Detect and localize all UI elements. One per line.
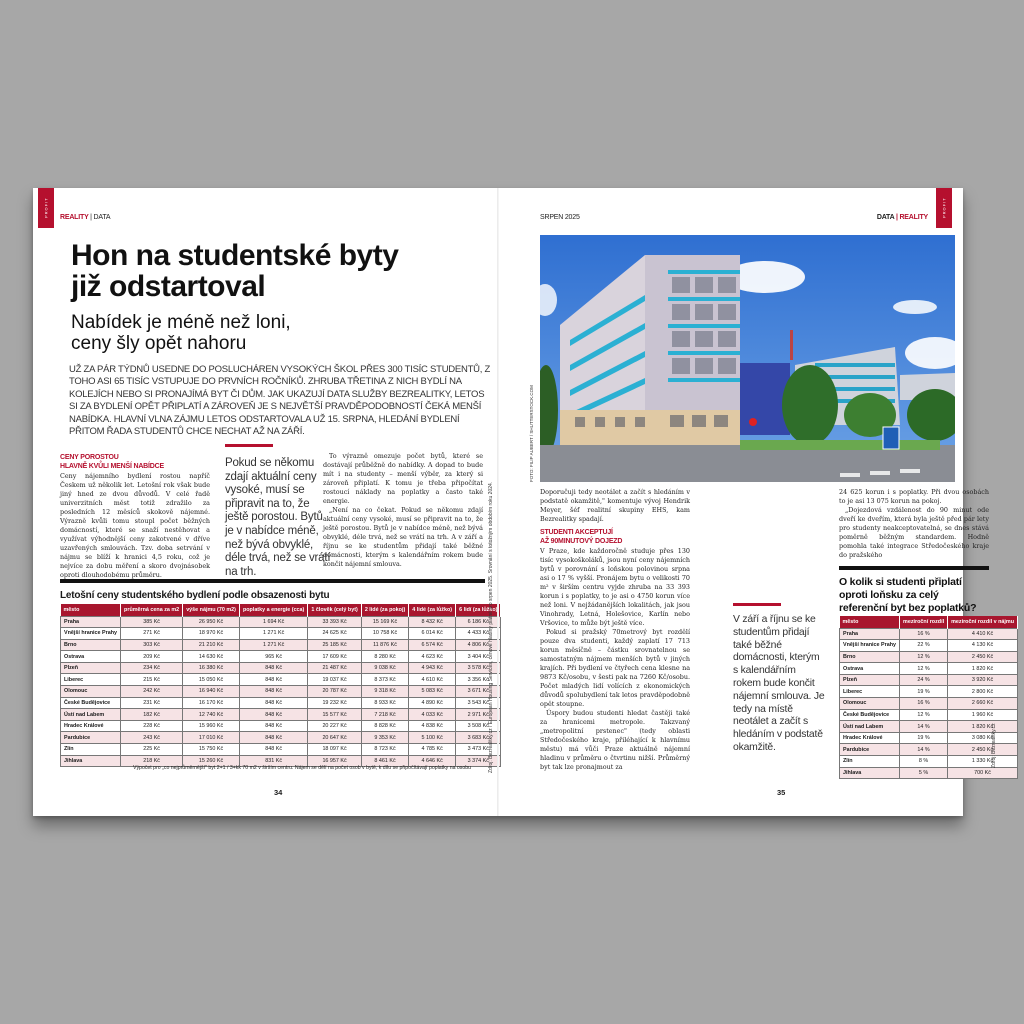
value-cell: 16 940 Kč [183, 686, 240, 698]
value-cell: 848 Kč [239, 709, 307, 721]
value-cell: 17 010 Kč [183, 732, 240, 744]
value-cell: 218 Kč [121, 755, 183, 767]
value-cell: 8 723 Kč [361, 744, 408, 756]
rubric-section: REALITY [60, 214, 89, 221]
value-cell: 1 960 Kč [948, 709, 1018, 721]
table-row [840, 686, 1018, 698]
col-header: poplatky a energie (cca) [239, 604, 307, 616]
quote-accent-bar [225, 444, 273, 447]
value-cell: 12 % [900, 663, 948, 675]
value-cell: 9 318 Kč [361, 686, 408, 698]
table-row [61, 639, 501, 651]
value-cell: 8 280 Kč [361, 651, 408, 663]
value-cell: 24 625 Kč [308, 628, 361, 640]
value-cell: 5 100 Kč [409, 732, 456, 744]
issue-date: SRPEN 2025 [540, 214, 580, 221]
value-cell: 225 Kč [121, 744, 183, 756]
table-divider [839, 566, 989, 570]
table-row [61, 628, 501, 640]
value-cell: 231 Kč [121, 697, 183, 709]
value-cell: 25 185 Kč [308, 639, 361, 651]
value-cell: 14 % [900, 721, 948, 733]
article-title [71, 240, 398, 302]
value-cell: 4 646 Kč [409, 755, 456, 767]
value-cell: 22 % [900, 640, 948, 652]
value-cell: 848 Kč [239, 662, 307, 674]
table-row [61, 662, 501, 674]
table-divider [60, 579, 485, 583]
pull-quote-text: V září a říjnu se ke studentům přidají také běžné domácnosti, kterým s kalendářním rokem bude končit nájemní smlouva. Je tedy na místě neotálet a začít s hledáním v podstatě okamžitě. [733, 614, 825, 753]
table-row [61, 674, 501, 686]
city-cell: Praha [840, 628, 900, 640]
value-cell: 4 130 Kč [948, 640, 1018, 652]
value-cell: 3 508 Kč [456, 720, 501, 732]
paragraph: 24 625 korun i s poplatky. Při dvou osobách to je asi 13 075 korun na pokoj. [839, 488, 989, 505]
heading-line-2: HLAVNĚ KVŮLI MENŠÍ NABÍDCE [60, 462, 164, 470]
rubric-separator: | [90, 214, 92, 221]
value-cell: 8 432 Kč [409, 616, 456, 628]
value-cell: 242 Kč [121, 686, 183, 698]
value-cell: 12 740 Kč [183, 709, 240, 721]
rubric-separator: | [895, 214, 898, 221]
paragraph: V Praze, kde každoročně studuje přes 130 tisíc vysokoškoláků, jsou nyní ceny nájemních bytů v porovnání s loňskou polovinou srpna asi o 17 % vyšší. Pronájem bytu o velikosti 70 m² v širším centru vyjde zhruba na 33 393 korun i s poplatky, to je asi o 4750 korun více než loni. V nejžádanějších lokalitách, jak jsou Vinohrady, Letná, Holešovice, Karlín nebo Vršovice, to může být ještě více. [540, 547, 690, 627]
city-cell: Pardubice [61, 732, 121, 744]
value-cell: 182 Kč [121, 709, 183, 721]
paragraph: Pokud si pražský 70metrový byt rozdělí pouze dva studenti, každý zaplatí 17 713 korun měsíčně – částku srovnatelnou se samostatným nájmem menších bytů v jiných krajích. Při bydlení ve čtyřech cena klesne na 9873 Kč/osobu, v šesti pak na 7260 Kč/osobu. Počet mladých lidí volících z ekonomických důvodů spolubydlení tak letos pravděpodobně opět stoupne. [540, 628, 690, 708]
value-cell: 303 Kč [121, 639, 183, 651]
rubric-subsection: DATA [93, 214, 111, 221]
value-cell: 19 % [900, 686, 948, 698]
section-heading [540, 529, 690, 546]
city-cell: Liberec [61, 674, 121, 686]
value-cell: 4 838 Kč [409, 720, 456, 732]
column-1 [60, 452, 210, 580]
value-cell: 4 410 Kč [948, 628, 1018, 640]
city-cell: Praha [61, 616, 121, 628]
rubric [60, 214, 110, 221]
city-cell: Zlín [61, 744, 121, 756]
city-cell: Plzeň [840, 674, 900, 686]
subtitle-line-1: Nabídek je méně než loni, [71, 312, 291, 333]
col-header: průměrná cena za m2 [121, 604, 183, 616]
value-cell: 2 660 Kč [948, 698, 1018, 710]
magazine-spread [33, 188, 1014, 816]
value-cell: 2 971 Kč [456, 709, 501, 721]
value-cell: 2 450 Kč [948, 744, 1018, 756]
value-cell: 15 960 Kč [183, 720, 240, 732]
column-3 [839, 488, 989, 560]
table-row [840, 674, 1018, 686]
city-cell: Vnější hranice Prahy [61, 628, 121, 640]
value-cell: 2 450 Kč [948, 651, 1018, 663]
paragraph: „Dojezdová vzdálenost do 90 minut ode dveří ke dveřím, která byla ještě před pár lety pro studenty neakceptovatelná, se dnes stává poměrně běžným standardem. Hodně pomohla také integrace Středočeského kraje do pražského [839, 506, 989, 559]
city-cell: České Budějovice [840, 709, 900, 721]
value-cell: 271 Kč [121, 628, 183, 640]
rubric-section: REALITY [899, 214, 928, 221]
pull-quote-text: Pokud se někomu zdají aktuální ceny vysoké, musí se připravit na to, že ještě porostou. Bytů je v nabídce méně, než bývá obvyklé, déle trvá, než se vrátí na trh. [225, 457, 331, 578]
value-cell: 18 970 Kč [183, 628, 240, 640]
value-cell: 21 487 Kč [308, 662, 361, 674]
value-cell: 209 Kč [121, 651, 183, 663]
value-cell: 15 169 Kč [361, 616, 408, 628]
table-header-row [61, 604, 501, 616]
column-1 [540, 488, 690, 772]
city-cell: České Budějovice [61, 697, 121, 709]
value-cell: 19 037 Kč [308, 674, 361, 686]
value-cell: 2 800 Kč [948, 686, 1018, 698]
paragraph: To výrazně omezuje počet bytů, které se dostávají průběžně do nabídky. A dopad to bude mít i na studenty – menší výběr, za který si zároveň připlatí. K tomu je třeba připočítat rostoucí náklady na poplatky a často také energie. [323, 452, 483, 505]
value-cell: 8 828 Kč [361, 720, 408, 732]
value-cell: 3 356 Kč [456, 674, 501, 686]
table-title: Letošní ceny studentského bydlení podle obsazenosti bytu [60, 590, 330, 601]
value-cell: 3 683 Kč [456, 732, 501, 744]
col-header: 2 lidé (za pokoj) [361, 604, 408, 616]
value-cell: 16 170 Kč [183, 697, 240, 709]
value-cell: 700 Kč [948, 767, 1018, 779]
value-cell: 20 647 Kč [308, 732, 361, 744]
city-cell: Zlín [840, 756, 900, 768]
value-cell: 848 Kč [239, 674, 307, 686]
value-cell: 3 543 Kč [456, 697, 501, 709]
value-cell: 19 % [900, 732, 948, 744]
paragraph: Doporučuji tedy neotálet a začít s hledáním v podstatě okamžitě," komentuje vývoj Hendrik Meyer, šéf realitní skupiny EHS, kam Bezrealitky spadají. [540, 488, 690, 523]
table-row [61, 697, 501, 709]
value-cell: 1 820 Kč [948, 663, 1018, 675]
city-cell: Jihlava [61, 755, 121, 767]
value-cell: 14 630 Kč [183, 651, 240, 663]
value-cell: 11 876 Kč [361, 639, 408, 651]
value-cell: 9 353 Kč [361, 732, 408, 744]
value-cell: 10 758 Kč [361, 628, 408, 640]
paragraph: Úspory budou studenti hledat častěji také za hranicemi metropole. Takzvaný „metropolitní prstenec" (tedy oblasti Středočeského kraje, přiléhající k hlavnímu městu) má vůči Praze aktuálně nájemní hladinu v průměru o čtvrtinu nižší. Průměrný byt tak lze pronajmout za [540, 709, 690, 771]
pull-quote [225, 444, 333, 579]
value-cell: 14 % [900, 744, 948, 756]
col-header: 1 člověk (celý byt) [308, 604, 361, 616]
city-cell: Olomouc [840, 698, 900, 710]
table-row [840, 663, 1018, 675]
page-number: 34 [274, 788, 283, 797]
value-cell: 4 433 Kč [456, 628, 501, 640]
city-cell: Ústí nad Labem [840, 721, 900, 733]
table-row [61, 732, 501, 744]
col-header: meziroční rozdíl [900, 616, 948, 628]
value-cell: 4 033 Kč [409, 709, 456, 721]
value-cell: 8 461 Kč [361, 755, 408, 767]
city-cell: Vnější hranice Prahy [840, 640, 900, 652]
value-cell: 3 404 Kč [456, 651, 501, 663]
value-cell: 20 227 Kč [308, 720, 361, 732]
value-cell: 234 Kč [121, 662, 183, 674]
col-header: 4 lidé (za lůžko) [409, 604, 456, 616]
value-cell: 5 % [900, 767, 948, 779]
value-cell: 1 271 Kč [239, 628, 307, 640]
value-cell: 4 890 Kč [409, 697, 456, 709]
table-row [61, 616, 501, 628]
value-cell: 3 920 Kč [948, 674, 1018, 686]
city-cell: Olomouc [61, 686, 121, 698]
section-heading [60, 454, 210, 471]
value-cell: 18 097 Kč [308, 744, 361, 756]
value-cell: 3 473 Kč [456, 744, 501, 756]
value-cell: 5 083 Kč [409, 686, 456, 698]
title-line-1: Hon na studentské byty [71, 239, 399, 272]
value-cell: 6 574 Kč [409, 639, 456, 651]
heading-line-1: STUDENTI AKCEPTUJÍ [540, 529, 613, 536]
value-cell: 1 330 Kč [948, 756, 1018, 768]
value-cell: 228 Kč [121, 720, 183, 732]
value-cell: 3 578 Kč [456, 662, 501, 674]
table-row [840, 640, 1018, 652]
value-cell: 831 Kč [239, 755, 307, 767]
table-row [61, 651, 501, 663]
table-note: Výpočet pro „co nejprůměrnější" byt 2+1 / 3+kk 70 m2 v širším centru. Nájem se dělí na počet osob v bytě, k dílu se připočítávají poplatky na osobu [133, 765, 472, 771]
value-cell: 7 218 Kč [361, 709, 408, 721]
col-header: město [61, 604, 121, 616]
value-cell: 1 271 Kč [239, 639, 307, 651]
value-cell: 16 957 Kč [308, 755, 361, 767]
paragraph: „Není na co čekat. Pokud se někomu zdají aktuální ceny vysoké, musí se připravit na to, že ještě porostou. Bytů je v nabídce méně, než bývá obvyklé, déle trvá, než se vrátí na trh. A v září a říjnu se ke studentům přidají také běžné domácnosti, kterým s kalendářním rokem bude končit nájemní smlouva. [323, 506, 483, 568]
page-35 [498, 188, 1014, 816]
subtitle-line-2: ceny šly opět nahoru [71, 333, 247, 354]
table-row [61, 744, 501, 756]
prices-table [60, 604, 501, 767]
value-cell: 12 % [900, 709, 948, 721]
value-cell: 16 380 Kč [183, 662, 240, 674]
value-cell: 4 785 Kč [409, 744, 456, 756]
value-cell: 15 577 Kč [308, 709, 361, 721]
city-cell: Brno [61, 639, 121, 651]
value-cell: 965 Kč [239, 651, 307, 663]
city-cell: Ostrava [61, 651, 121, 663]
university-building-illustration [540, 235, 955, 482]
pull-quote [733, 603, 825, 755]
value-cell: 16 % [900, 698, 948, 710]
heading-line-2: AŽ 90MINUTOVÝ DOJEZD [540, 537, 623, 545]
value-cell: 21 210 Kč [183, 639, 240, 651]
profit-tab: PROFIT [38, 188, 54, 228]
city-cell: Plzeň [61, 662, 121, 674]
value-cell: 26 950 Kč [183, 616, 240, 628]
value-cell: 3 374 Kč [456, 755, 501, 767]
col-header: 6 lidí (za lůžko) [456, 604, 501, 616]
city-cell: Pardubice [840, 744, 900, 756]
value-cell: 12 % [900, 651, 948, 663]
article-photo [540, 235, 955, 482]
value-cell: 8 933 Kč [361, 697, 408, 709]
city-cell: Jihlava [840, 767, 900, 779]
col-header: výše nájmu (70 m2) [183, 604, 240, 616]
value-cell: 33 393 Kč [308, 616, 361, 628]
paragraph: Ceny nájemního bydlení rostou napříč Českem už několik let. Letošní rok však bude jiný hned ze dvou důvodů. V celé řadě univerzitních měst totiž zdražilo za posledních 12 měsíců skokově nájemné. Výrazně kvůli tomu stoupl počet běžných domácností, které se snaží nestěhovat a využívat výhodnější ceny zakotvené v dříve uzavřených smlouvách. Tzv. doba setrvání v nájmu se blíží k hranici 4,5 roku, což je nejvíce za dobu měření a skoro dvojnásobek oproti dlouhodobému průměru. [60, 472, 210, 579]
table-title: O kolik si studenti připlatí oproti loňsku za celý referenční byt bez poplatků? [839, 576, 977, 614]
photo-credit: FOTO: FILIP AUBERT / SHUTTERSTOCK.COM [529, 385, 534, 482]
value-cell: 3 671 Kč [456, 686, 501, 698]
value-cell: 4 610 Kč [409, 674, 456, 686]
value-cell: 4 806 Kč [456, 639, 501, 651]
value-cell: 1 694 Kč [239, 616, 307, 628]
article-lead: UŽ ZA PÁR TÝDNŮ USEDNE DO POSLUCHÁREN VYSOKÝCH ŠKOL PŘES 300 TISÍC STUDENTŮ, Z TOHO ASI 65 TISÍC VSTUPUJE DO PRVNÍCH ROČNÍKŮ. ZHRUBA TŘETINA Z NICH BYDLÍ NA KOLEJÍCH NEBO SI PRONAJÍMÁ BYT ČI DŮM. JAK UKAZUJÍ DATA SLUŽBY BEZREALITKY, LETOS SI ZA BYDLENÍ OPĚT PŘIPLATÍ A ZÁROVEŇ JE S NEJVĚTŠÍ PRAVDĚPODOBNOSTÍ ČEKÁ MENŠÍ NABÍDKA. HLAVNÍ VLNA ZÁJMU LETOS ODSTARTOVALA UŽ 15. SRPNA, HLEDÁNÍ BYDLENÍ PŘITOM ŘADA STUDENTŮ CHCE NECHAT AŽ NA ZÁŘÍ. [69, 364, 491, 438]
value-cell: 3 080 Kč [948, 732, 1018, 744]
value-cell: 6 014 Kč [409, 628, 456, 640]
table-row [840, 651, 1018, 663]
col-header: město [840, 616, 900, 628]
value-cell: 8 % [900, 756, 948, 768]
table-body [61, 616, 501, 767]
value-cell: 848 Kč [239, 697, 307, 709]
value-cell: 1 820 Kč [948, 721, 1018, 733]
value-cell: 19 232 Kč [308, 697, 361, 709]
value-cell: 6 186 Kč [456, 616, 501, 628]
value-cell: 4 943 Kč [409, 662, 456, 674]
value-cell: 8 373 Kč [361, 674, 408, 686]
heading-line-1: CENY POROSTOU [60, 454, 119, 461]
value-cell: 4 623 Kč [409, 651, 456, 663]
title-line-2: již odstartoval [71, 270, 266, 303]
value-cell: 215 Kč [121, 674, 183, 686]
col-header: meziroční rozdíl v nájmu [948, 616, 1018, 628]
page-number: 35 [777, 788, 786, 797]
city-cell: Liberec [840, 686, 900, 698]
table-row [840, 767, 1018, 779]
value-cell: 243 Kč [121, 732, 183, 744]
value-cell: 848 Kč [239, 744, 307, 756]
value-cell: 20 787 Kč [308, 686, 361, 698]
value-cell: 16 % [900, 628, 948, 640]
profit-tab: PROFIT [936, 188, 952, 228]
city-cell: Hradec Králové [840, 732, 900, 744]
table-source: Zdroj: Bezrealitky.cz [991, 723, 997, 768]
table-source: Zdroj: Bezrealitky.cz / European Housing Services, cenové hladiny platné pro srpen 2025. Srovnání s totožným obdobím roku 2024. [488, 481, 494, 773]
value-cell: 15 260 Kč [183, 755, 240, 767]
value-cell: 848 Kč [239, 732, 307, 744]
quote-accent-bar [733, 603, 781, 606]
city-cell: Hradec Králové [61, 720, 121, 732]
rubric [877, 214, 928, 221]
table-row [61, 709, 501, 721]
column-3 [323, 452, 483, 569]
city-cell: Ostrava [840, 663, 900, 675]
value-cell: 17 609 Kč [308, 651, 361, 663]
value-cell: 15 050 Kč [183, 674, 240, 686]
rubric-subsection: DATA [876, 214, 895, 221]
value-cell: 24 % [900, 674, 948, 686]
table-header-row [840, 616, 1018, 628]
value-cell: 9 038 Kč [361, 662, 408, 674]
article-subtitle [71, 312, 291, 354]
page-34 [33, 188, 498, 816]
value-cell: 848 Kč [239, 720, 307, 732]
table-row [61, 720, 501, 732]
table-row [61, 686, 501, 698]
value-cell: 385 Kč [121, 616, 183, 628]
table-row [840, 628, 1018, 640]
city-cell: Ústí nad Labem [61, 709, 121, 721]
value-cell: 15 750 Kč [183, 744, 240, 756]
city-cell: Brno [840, 651, 900, 663]
value-cell: 848 Kč [239, 686, 307, 698]
